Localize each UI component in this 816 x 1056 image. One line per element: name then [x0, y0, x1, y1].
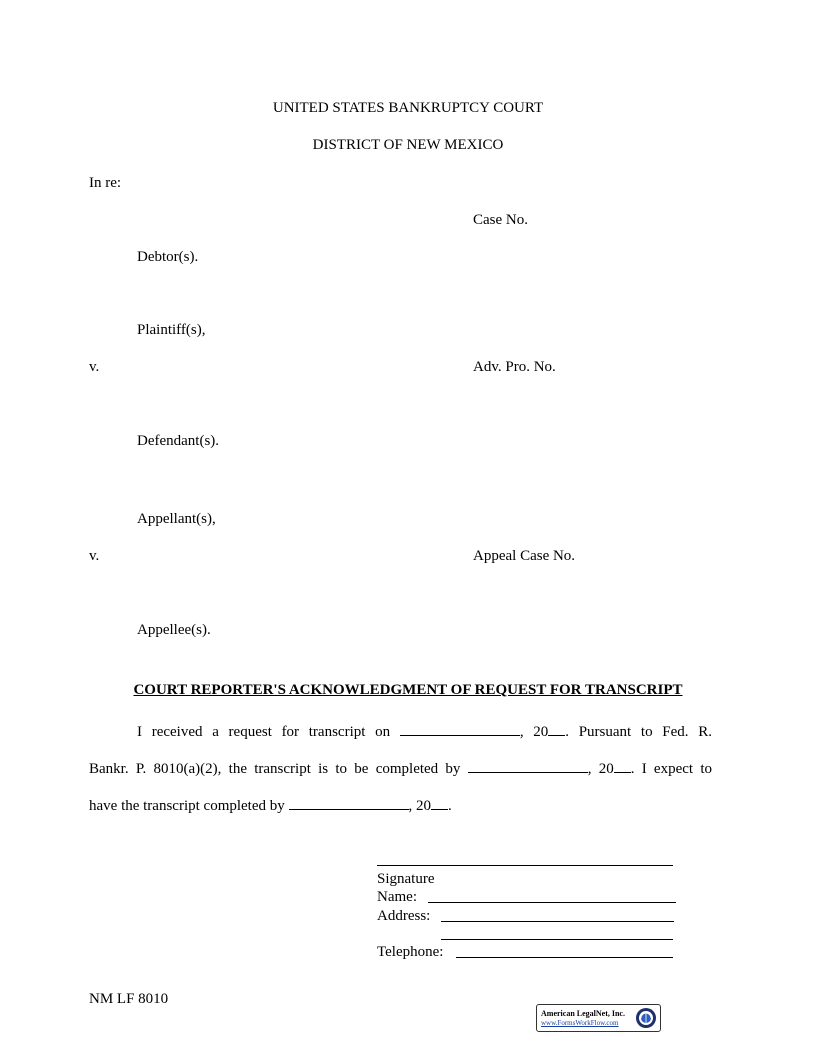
appellants-label: Appellant(s), [137, 511, 216, 527]
publisher-name: American LegalNet, Inc. [541, 1009, 625, 1018]
defendants-label: Defendant(s). [137, 433, 220, 449]
appeal-case-no-label: Appeal Case No. [473, 548, 576, 564]
body-line-2 [89, 760, 712, 778]
name-line[interactable] [428, 902, 676, 903]
debtors-label: Debtor(s). [137, 249, 199, 265]
telephone-line[interactable] [456, 957, 673, 958]
period-text: . [448, 798, 452, 814]
expected-date-blank[interactable] [289, 797, 409, 810]
body-line-3 [89, 797, 712, 815]
pursuant-text: . Pursuant to Fed. R. [565, 724, 712, 740]
versus-label-2: v. [89, 548, 100, 564]
address-line-1[interactable] [441, 921, 674, 922]
form-id: NM LF 8010 [89, 991, 169, 1007]
year-prefix-3: , 20 [408, 798, 432, 814]
expect-text: . I expect to [630, 761, 712, 777]
year-prefix-2: , 20 [587, 761, 614, 777]
completion-required-text: Bankr. P. 8010(a)(2), the transcript is to be completed by [89, 761, 461, 777]
address-label: Address: [377, 908, 431, 924]
name-label: Name: [377, 889, 417, 905]
expected-year-blank[interactable] [431, 797, 448, 810]
required-year-blank[interactable] [614, 760, 631, 773]
year-prefix-1: , 20 [519, 724, 549, 740]
case-no-label: Case No. [473, 212, 528, 228]
expected-completion-text: have the transcript completed by [89, 798, 285, 814]
request-date-blank[interactable] [400, 723, 520, 736]
versus-label-1: v. [89, 359, 100, 375]
in-re-label: In re: [89, 175, 122, 191]
address-line-2[interactable] [441, 939, 673, 940]
request-year-blank[interactable] [548, 723, 565, 736]
publisher-badge[interactable] [536, 1004, 661, 1032]
signature-label: Signature [377, 871, 435, 887]
telephone-label: Telephone: [377, 944, 444, 960]
district-name: DISTRICT OF NEW MEXICO [312, 137, 504, 153]
body-line-1 [89, 723, 712, 741]
court-name: UNITED STATES BANKRUPTCY COURT [272, 100, 544, 116]
publisher-link[interactable]: www.FormsWorkFlow.com [541, 1019, 619, 1027]
request-received-text: I received a request for transcript on [137, 724, 391, 740]
document-title: COURT REPORTER'S ACKNOWLEDGMENT OF REQUEST FOR TRANSCRIPT [133, 682, 683, 698]
globe-icon [635, 1007, 657, 1029]
adv-pro-no-label: Adv. Pro. No. [473, 359, 556, 375]
signature-line[interactable] [377, 865, 673, 866]
plaintiffs-label: Plaintiff(s), [137, 322, 206, 338]
appellees-label: Appellee(s). [137, 622, 211, 638]
required-date-blank[interactable] [468, 760, 588, 773]
